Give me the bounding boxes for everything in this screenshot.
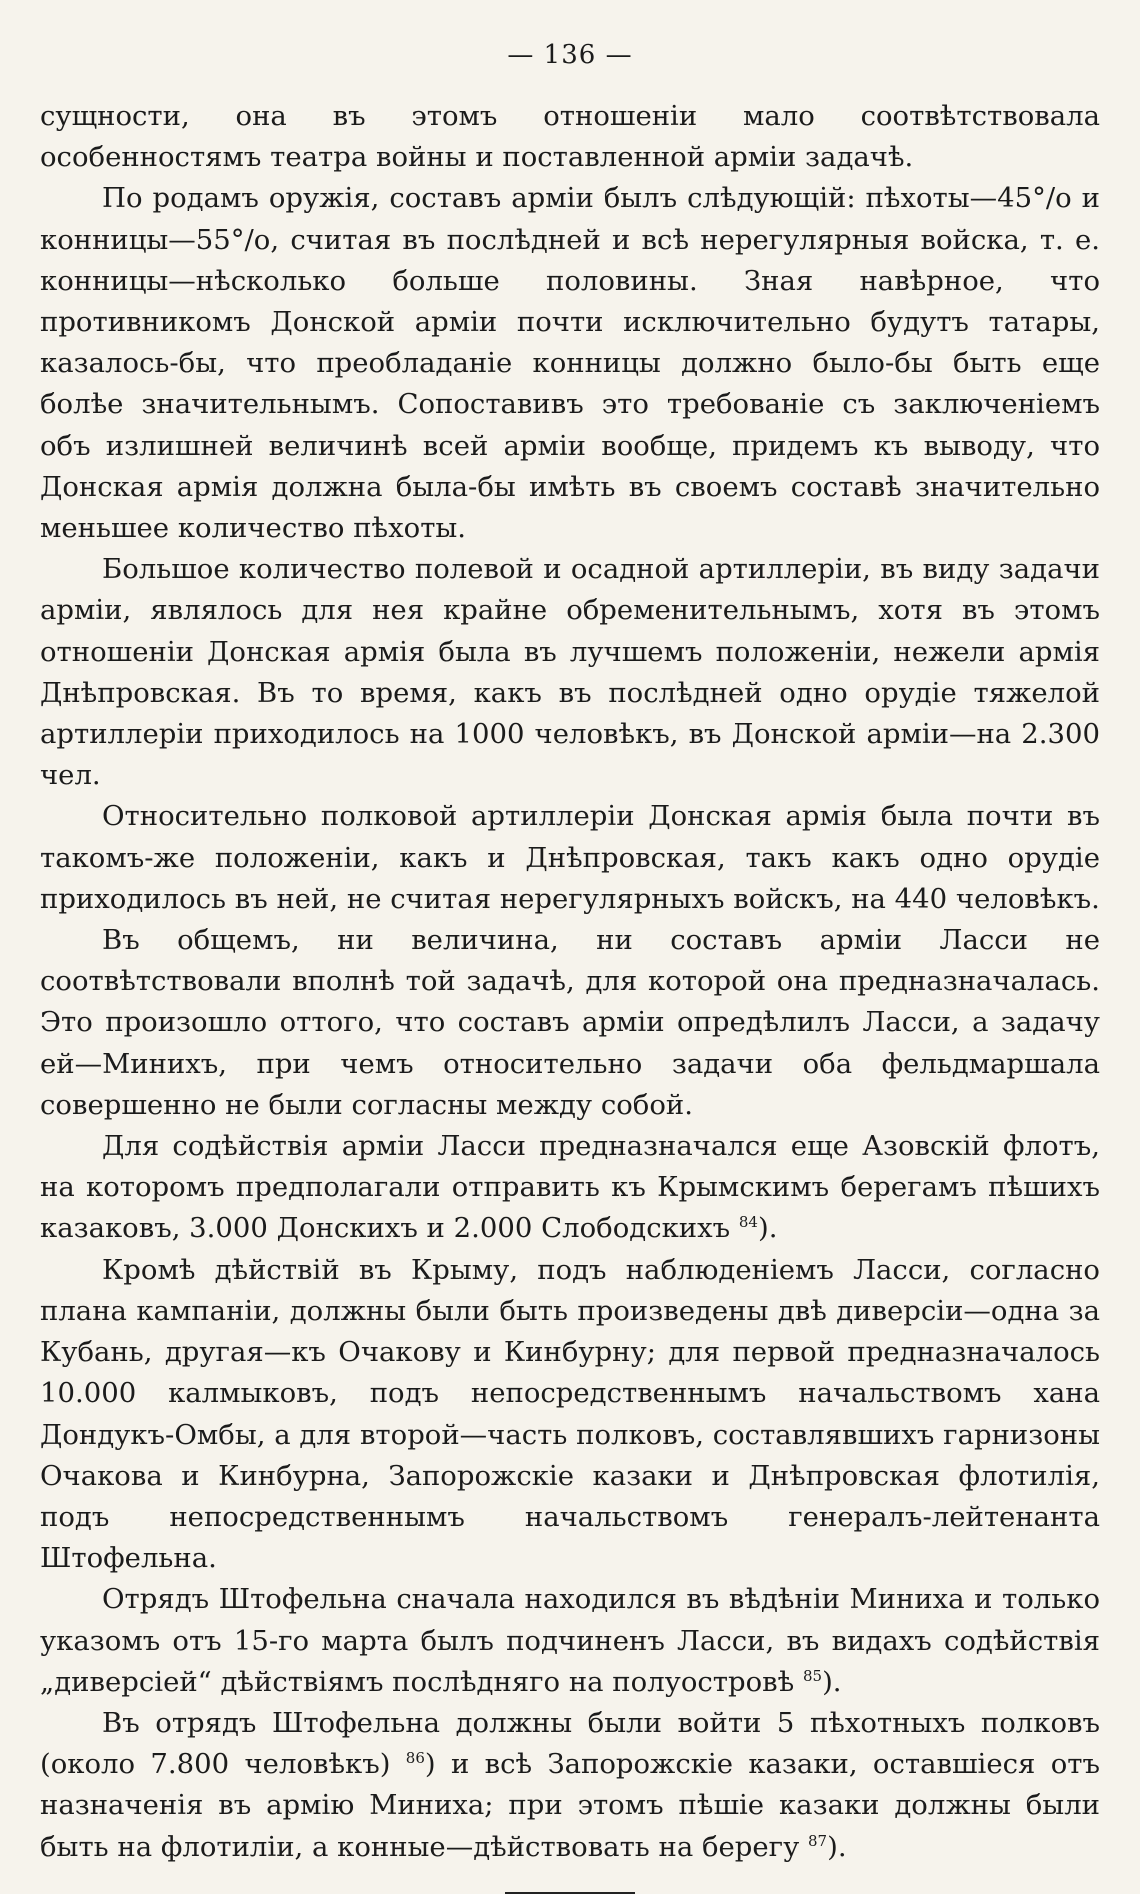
paragraph	[40, 1250, 1100, 1580]
text-segment: Въ общемъ, ни величина, ни составъ армiи Ласси не соотвѣтствовали вполнѣ той задачѣ, для которой она предназначалась. Это произошло оттого, что составъ армiи опредѣлилъ Ласси, а задачу ей—Минихъ, при чемъ относительно задачи оба фельдмаршала совершенно не были согласны между собой.	[40, 924, 1100, 1121]
end-rule	[505, 1892, 635, 1894]
paragraph	[40, 796, 1100, 920]
page-number: — 136 —	[507, 40, 633, 70]
text-segment: ).	[757, 1212, 778, 1245]
text-segment: сущности, она въ этомъ отношенiи мало соотвѣтствовала особенностямъ театра войны и поставленной армiи задачѣ.	[40, 100, 1100, 174]
body-text	[40, 96, 1100, 1868]
paragraph	[40, 549, 1100, 796]
text-segment: Отрядъ Штофельна сначала находился въ вѣдѣнiи Миниха и только указомъ отъ 15-го марта былъ подчиненъ Ласси, въ видахъ содѣйствiя „диверсiей“ дѣйствiямъ послѣдняго на полуостровѣ	[40, 1583, 1100, 1698]
text-segment: ).	[827, 1830, 847, 1863]
text-segment: Кромѣ дѣйствiй въ Крыму, подъ наблюденiемъ Ласси, согласно плана кампанiи, должны были быть произведены двѣ диверсiи—одна за Кубань, другая—къ Очакову и Кинбурну; для первой предназначалось 10.000 калмыковъ, подъ непосредственнымъ начальствомъ хана Дондукъ-Омбы, а для второй—часть полковъ, составлявшихъ гарнизоны Очакова и Кинбурна, Запорожскiе казаки и Днѣпровская флотилiя, подъ непосредственнымъ начальствомъ генералъ-лейтенанта Штофельна.	[40, 1253, 1100, 1575]
text-segment: Для содѣйствiя армiи Ласси предназначался еще Азовскiй флотъ, на которомъ предполагали отправить къ Крымскимъ берегамъ пѣшихъ казаковъ, 3.000 Донскихъ и 2.000 Слободскихъ	[40, 1130, 1100, 1245]
paragraph	[40, 1579, 1100, 1703]
paragraph	[40, 96, 1100, 178]
paragraph	[40, 1703, 1100, 1868]
footnote-ref: 87	[808, 1831, 828, 1850]
text-segment: По родамъ оружiя, составъ армiи былъ слѣдующiй: пѣхоты—45°/о и конницы—55°/о, считая въ послѣдней и всѣ нерегулярныя войска, т. е. конницы—нѣсколько больше половины. Зная навѣрное, что противникомъ Донской армiи почти исключительно будутъ татары, казалось-бы, что преобладанiе конницы должно было-бы быть еще болѣе значительнымъ. Сопоставивъ это требованiе съ заключенiемъ объ излишней величинѣ всей армiи вообще, придемъ къ выводу, что Донская армiя должна была-бы имѣть въ своемъ составѣ значительно меньшее количество пѣхоты.	[40, 182, 1100, 545]
text-segment: ).	[822, 1665, 842, 1698]
paragraph	[40, 178, 1100, 549]
text-segment: Въ отрядъ Штофельна должны были войти 5 пѣхотныхъ полковъ (около 7.800 человѣкъ)	[40, 1706, 1100, 1781]
footnote-ref: 85	[802, 1666, 823, 1685]
book-page	[40, 40, 1100, 1863]
footnote-ref: 86	[405, 1748, 425, 1767]
text-segment: Большое количество полевой и осадной артиллерiи, въ виду задачи армiи, являлось для нея крайне обременительнымъ, хотя въ этомъ отношенiи Донская армiя была въ лучшемъ положенiи, нежели армiя Днѣпровская. Въ то время, какъ въ послѣдней одно орудiе тяжелой артиллерiи приходилось на 1000 человѣкъ, въ Донской армiи—на 2.300 чел.	[40, 553, 1100, 792]
footnote-ref: 84	[738, 1213, 758, 1232]
text-segment: ) и всѣ Запорожскiе казаки, оставшiеся отъ назначенiя въ армiю Миниха; при этомъ пѣшiе казаки должны были быть на флотилiи, а конные—дѣйствовать на берегу	[40, 1748, 1100, 1863]
text-segment: Относительно полковой артиллерiи Донская армiя была почти въ такомъ-же положенiи, какъ и Днѣпровская, такъ какъ одно орудiе приходилось въ ней, не считая нерегулярныхъ войскъ, на 440 человѣкъ.	[40, 800, 1100, 915]
paragraph	[40, 920, 1100, 1126]
paragraph	[40, 1126, 1100, 1250]
